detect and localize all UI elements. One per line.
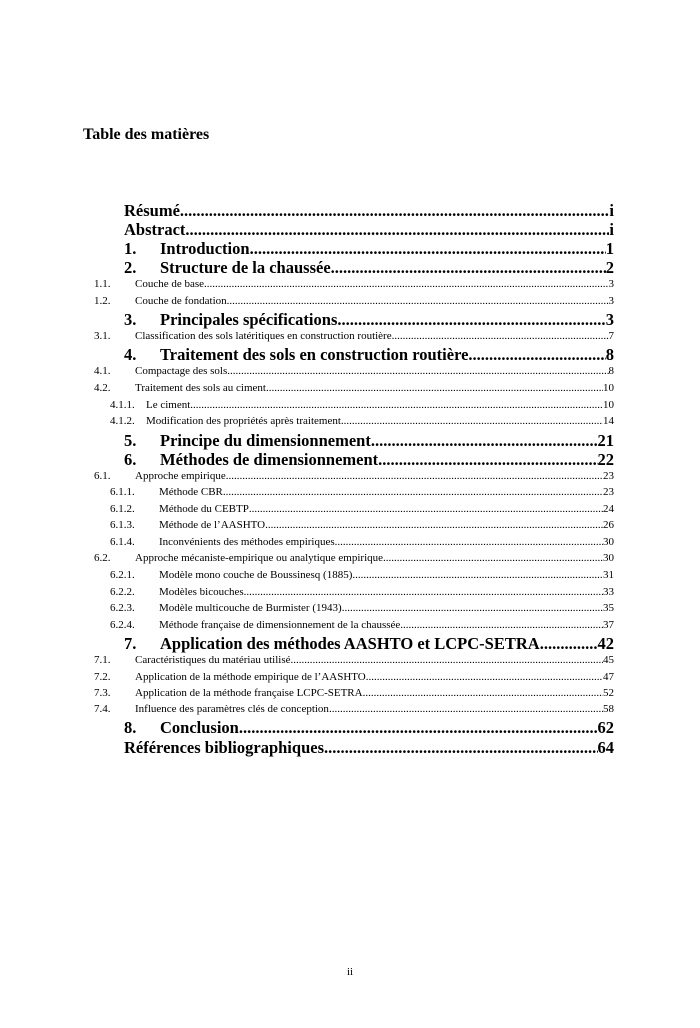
page-number: ii [346,966,354,978]
toc-page: i [609,201,614,220]
toc-leader [337,310,605,330]
toc-entry-subsection[interactable] [110,519,614,534]
toc-page: 33 [603,586,614,598]
toc-entry-chapter-8[interactable] [124,718,614,738]
toc-leader [366,671,603,683]
toc-label: Modèle multicouche de Burmister (1943) [159,602,342,614]
toc-page: 8 [608,365,614,377]
toc-label: Principales spécifications [160,310,338,329]
toc-entry-subsection[interactable] [110,415,614,430]
toc-leader [185,220,609,240]
toc-label: Couche de fondation [135,295,227,307]
toc-number: 6.1.4. [110,536,135,548]
toc-page: 52 [603,687,614,699]
toc-page: 23 [603,486,614,498]
toc-page: 8 [605,345,614,364]
toc-page: 10 [603,399,614,411]
toc-label: Influence des paramètres clés de conception [135,703,329,715]
toc-label: Méthode CBR [159,486,223,498]
toc-number: 6.1.1. [110,486,135,498]
toc-page: 62 [597,718,614,737]
toc-leader [378,450,597,470]
toc-label: Résumé [124,201,180,220]
toc-number: 4.1.1. [110,399,135,411]
toc-label: Abstract [124,220,186,239]
toc-leader [204,278,608,290]
toc-entry-section[interactable] [94,687,614,702]
toc-label: Traitement des sols en construction routière [160,345,469,364]
toc-leader [324,738,598,758]
toc-label: Méthode française de dimensionnement de la chaussée [159,619,401,631]
toc-label: Caractéristiques du matériau utilisé [135,654,291,666]
toc-leader [180,201,610,221]
toc-entry-section[interactable] [94,552,614,567]
toc-leader [383,552,603,564]
toc-entry-section[interactable] [94,382,614,397]
toc-entry-subsection[interactable] [110,503,614,518]
toc-page: 30 [603,536,614,548]
toc-number: 6.1.3. [110,519,135,531]
toc-entry-chapter-6[interactable] [124,450,614,470]
toc-leader [265,519,603,531]
toc-entry-chapter-3[interactable] [124,310,614,330]
toc-leader [250,239,606,259]
toc-number: 8. [124,718,137,737]
toc-label: Méthode de l’AASHTO [159,519,266,531]
toc-page: 30 [603,552,614,564]
toc-label: Principe du dimensionnement [160,431,371,450]
toc-page: 21 [597,431,614,450]
toc-page: 10 [603,382,614,394]
toc-page: 35 [603,602,614,614]
toc-entry-subsection[interactable] [110,399,614,414]
toc-number: 7.4. [94,703,111,715]
toc-leader [227,295,609,307]
toc-number: 7.3. [94,687,111,699]
toc-leader [400,619,603,631]
toc-leader [226,470,603,482]
toc-number: 2. [124,258,137,277]
toc-number: 6.2.4. [110,619,135,631]
toc-entry-chapter-4[interactable] [124,345,614,365]
toc-entry-section[interactable] [94,703,614,718]
toc-number: 1.2. [94,295,111,307]
toc-label: Le ciment [146,399,191,411]
toc-page: 22 [597,450,614,469]
toc-entry-chapter-5[interactable] [124,431,614,451]
toc-entry-references[interactable] [124,738,614,758]
toc-label: Approche empirique [135,470,226,482]
toc-page: 64 [597,738,614,757]
toc-page: 3 [605,310,614,329]
toc-page: 3 [608,295,614,307]
toc-leader [342,602,603,614]
toc-page: 45 [603,654,614,666]
toc-page: 2 [605,258,614,277]
toc-leader [335,536,603,548]
toc-number: 6.2.1. [110,569,135,581]
toc-label: Classification des sols latéritiques en construction routière [135,330,392,342]
toc-entry-section[interactable] [94,295,614,310]
toc-number: 3.1. [94,330,111,342]
toc-page: 7 [608,330,614,342]
toc-number: 6.2.3. [110,602,135,614]
toc-number: 6.2.2. [110,586,135,598]
toc-number: 6.2. [94,552,111,564]
toc-label: Application de la méthode empirique de l’AASHTO [135,671,366,683]
toc-label: Traitement des sols au ciment [135,382,266,394]
toc-page: i [609,220,614,239]
toc-entry-section[interactable] [94,470,614,485]
toc-entry-subsection[interactable] [110,586,614,601]
toc-label: Couche de base [135,278,205,290]
toc-label: Références bibliographiques [124,738,324,757]
toc-number: 6.1. [94,470,111,482]
toc-page: 24 [603,503,614,515]
toc-leader [266,382,603,394]
toc-label: Application des méthodes AASHTO et LCPC-SETRA [160,634,540,653]
toc-page: 1 [605,239,614,258]
toc-number: 5. [124,431,137,450]
toc-label: Application de la méthode française LCPC-SETRA [135,687,363,699]
toc-label: Structure de la chaussée [160,258,331,277]
toc-leader [352,569,603,581]
toc-page: 58 [603,703,614,715]
toc-number: 4.1.2. [110,415,135,427]
toc-entry-subsection[interactable] [110,619,614,634]
toc-page: 42 [597,634,614,653]
toc-label: Compactage des sols [135,365,228,377]
toc-label: Conclusion [160,718,239,737]
toc-entry-resume[interactable] [124,201,614,221]
toc-entry-section[interactable] [94,654,614,669]
toc-number: 7.1. [94,654,111,666]
toc-label: Modèles bicouches [159,586,244,598]
toc-page: 47 [603,671,614,683]
toc-label: Introduction [160,239,250,258]
toc-leader [329,703,603,715]
toc-leader [239,718,598,738]
toc-entry-subsection[interactable] [110,569,614,584]
toc-leader [540,634,598,654]
toc-entry-subsection[interactable] [110,536,614,551]
toc-label: Modification des propriétés après traitement [146,415,341,427]
toc-entry-section[interactable] [94,278,614,293]
toc-label: Inconvénients des méthodes empiriques [159,536,335,548]
toc-leader [244,586,603,598]
toc-page: 3 [608,278,614,290]
toc-number: 6.1.2. [110,503,135,515]
toc-leader [341,415,603,427]
toc-leader [468,345,605,365]
toc-entry-section[interactable] [94,330,614,345]
toc-leader [290,654,603,666]
toc-entry-abstract[interactable] [124,220,614,240]
toc-number: 4. [124,345,137,364]
toc-number: 6. [124,450,137,469]
toc-page: 31 [603,569,614,581]
toc-leader [190,399,603,411]
page-title: Table des matières [83,126,210,143]
toc-page: 23 [603,470,614,482]
toc-leader [371,431,598,451]
toc-number: 4.2. [94,382,111,394]
toc-label: Modèle mono couche de Boussinesq (1885) [159,569,353,581]
toc-number: 7.2. [94,671,111,683]
toc-leader [227,365,608,377]
toc-number: 1. [124,239,137,258]
toc-page: 26 [603,519,614,531]
toc-entry-chapter-1[interactable] [124,239,614,259]
toc-page: 37 [603,619,614,631]
toc-leader [331,258,606,278]
toc-entry-section[interactable] [94,671,614,686]
toc-label: Méthode du CEBTP [159,503,249,515]
toc-leader [392,330,609,342]
toc-number: 7. [124,634,137,653]
toc-leader [249,503,603,515]
toc-leader [363,687,603,699]
toc-label: Méthodes de dimensionnement [160,450,379,469]
toc-entry-subsection[interactable] [110,486,614,501]
toc-number: 3. [124,310,137,329]
toc-entry-subsection[interactable] [110,602,614,617]
toc-page: 14 [603,415,614,427]
toc-number: 4.1. [94,365,111,377]
toc-number: 1.1. [94,278,111,290]
toc-entry-chapter-7[interactable] [124,634,614,654]
toc-label: Approche mécaniste-empirique ou analytique empirique [135,552,384,564]
toc-entry-section[interactable] [94,365,614,380]
toc-entry-chapter-2[interactable] [124,258,614,278]
toc-leader [223,486,603,498]
